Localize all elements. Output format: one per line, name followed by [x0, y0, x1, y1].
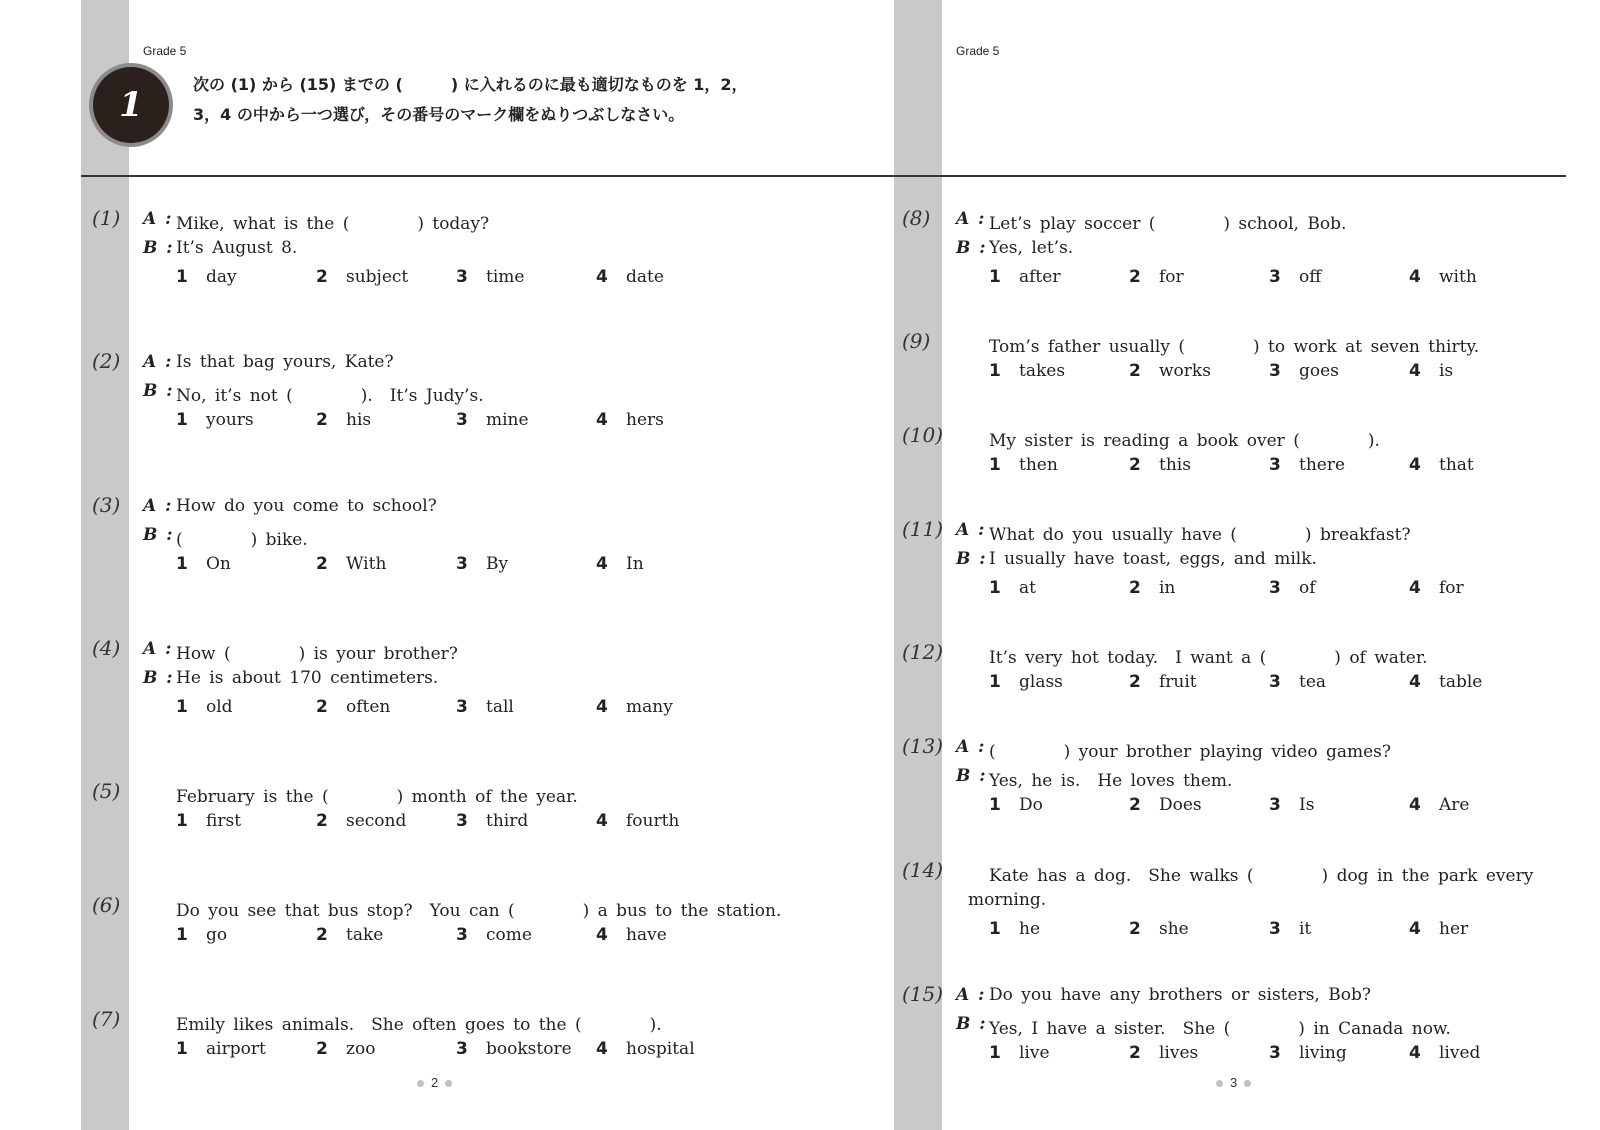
right-grade-label: Grade 5 [956, 44, 1000, 58]
speaker-label: B : [143, 668, 173, 688]
question-text: Kate has a dog. She walks ( ) dog in the park every [989, 866, 1534, 886]
answer-choice[interactable] [1129, 795, 1202, 815]
answer-choice[interactable] [316, 697, 390, 717]
choice-number: 4 [1409, 919, 1421, 939]
instruction-line: 3，4 の中から一つ選び，その番号のマーク欄をぬりつぶしなさい。 [193, 105, 685, 124]
instruction-line: 次の (1) から (15) までの ( ) に入れるのに最も適切なものを 1，2， [193, 75, 748, 94]
question-number: (4) [92, 636, 121, 660]
answer-choice[interactable] [1269, 919, 1311, 939]
choice-text: Are [1439, 795, 1470, 815]
choice-number: 4 [596, 697, 608, 717]
choice-text: then [1019, 455, 1058, 475]
question-text: Emily likes animals. She often goes to the ( ). [176, 1015, 662, 1035]
choice-text: time [486, 267, 525, 287]
question-text: ( ) bike. [176, 530, 308, 550]
answer-choice[interactable] [176, 267, 237, 287]
choice-number: 4 [1409, 795, 1421, 815]
choice-text: off [1299, 267, 1322, 287]
choice-text: often [346, 697, 391, 717]
choice-number: 1 [989, 795, 1001, 815]
choice-text: after [1019, 267, 1061, 287]
question-number: (14) [902, 858, 944, 882]
question-number: (6) [92, 893, 121, 917]
choice-number: 1 [989, 267, 1001, 287]
choice-text: is [1439, 361, 1454, 381]
choice-number: 1 [176, 267, 188, 287]
answer-choice[interactable] [1269, 455, 1345, 475]
answer-choice[interactable] [1269, 578, 1316, 598]
speaker-label: B : [956, 1014, 986, 1034]
right-page-number [1209, 1075, 1258, 1090]
answer-choice[interactable] [596, 925, 667, 945]
answer-choice[interactable] [989, 267, 1060, 287]
choice-text: day [206, 267, 237, 287]
choice-text: first [206, 811, 242, 831]
question-text: What do you usually have ( ) breakfast? [989, 525, 1411, 545]
answer-choice[interactable] [316, 554, 386, 574]
choice-text: she [1159, 919, 1189, 939]
choice-number: 2 [1129, 578, 1141, 598]
answer-choice[interactable] [1129, 919, 1189, 939]
question-text: Tom’s father usually ( ) to work at seven thirty. [989, 337, 1480, 357]
choice-number: 4 [1409, 455, 1421, 475]
choice-text: glass [1019, 672, 1063, 692]
choice-text: there [1299, 455, 1346, 475]
question-text: Yes, I have a sister. She ( ) in Canada now. [989, 1019, 1451, 1039]
choice-number: 1 [989, 455, 1001, 475]
choice-text: lived [1439, 1043, 1481, 1063]
choice-number: 3 [1269, 578, 1281, 598]
choice-text: zoo [346, 1039, 376, 1059]
answer-choice[interactable] [316, 267, 408, 287]
answer-choice[interactable] [1269, 672, 1326, 692]
question-number: (12) [902, 640, 944, 664]
choice-number: 4 [1409, 267, 1421, 287]
page-number-text: 3 [1230, 1075, 1238, 1090]
question-number: (3) [92, 493, 121, 517]
choice-number: 2 [1129, 919, 1141, 939]
question-number: (9) [902, 329, 931, 353]
choice-number: 1 [176, 811, 188, 831]
answer-choice[interactable] [1129, 578, 1175, 598]
left-margin-strip [81, 0, 129, 1130]
choice-text: fourth [626, 811, 680, 831]
question-number: (5) [92, 779, 121, 803]
speaker-label: A : [956, 985, 985, 1005]
choice-number: 3 [456, 554, 468, 574]
question-number: (2) [92, 349, 121, 373]
speaker-label: A : [143, 639, 172, 659]
question-text: Mike, what is the ( ) today? [176, 214, 490, 234]
left-page-number [410, 1075, 459, 1090]
answer-choice[interactable] [989, 455, 1058, 475]
answer-choice[interactable] [1129, 267, 1184, 287]
choice-number: 3 [1269, 455, 1281, 475]
choice-text: In [626, 554, 644, 574]
choice-number: 4 [1409, 361, 1421, 381]
choice-text: third [486, 811, 529, 831]
choice-text: airport [206, 1039, 266, 1059]
question-text: morning. [968, 890, 1047, 910]
instructions [193, 70, 753, 130]
choice-text: works [1159, 361, 1211, 381]
choice-text: for [1439, 578, 1464, 598]
answer-choice[interactable] [1129, 672, 1197, 692]
choice-number: 2 [1129, 267, 1141, 287]
choice-text: come [486, 925, 532, 945]
answer-choice[interactable] [989, 919, 1040, 939]
choice-text: table [1439, 672, 1483, 692]
choice-number: 4 [1409, 578, 1421, 598]
choice-number: 3 [456, 410, 468, 430]
choice-text: with [1439, 267, 1477, 287]
choice-number: 2 [316, 554, 328, 574]
left-grade-label: Grade 5 [143, 44, 187, 58]
answer-choice[interactable] [1409, 361, 1453, 381]
answer-choice[interactable] [1409, 795, 1469, 815]
choice-number: 4 [596, 1039, 608, 1059]
answer-choice[interactable] [316, 410, 371, 430]
choice-number: 2 [316, 1039, 328, 1059]
question-number: (8) [902, 206, 931, 230]
choice-number: 4 [1409, 1043, 1421, 1063]
choice-text: he [1019, 919, 1041, 939]
choice-number: 2 [316, 811, 328, 831]
choice-number: 1 [989, 578, 1001, 598]
choice-text: old [206, 697, 233, 717]
speaker-label: A : [956, 209, 985, 229]
answer-choice[interactable] [1409, 578, 1464, 598]
choice-text: have [626, 925, 667, 945]
answer-choice[interactable] [989, 672, 1063, 692]
choice-number: 2 [316, 925, 328, 945]
choice-text: for [1159, 267, 1184, 287]
choice-number: 2 [1129, 1043, 1141, 1063]
answer-choice[interactable] [316, 1039, 375, 1059]
question-text: ( ) your brother playing video games? [989, 742, 1391, 762]
right-margin-strip [894, 0, 942, 1130]
choice-number: 1 [989, 361, 1001, 381]
section-number: 1 [119, 85, 143, 125]
answer-choice[interactable] [1129, 1043, 1198, 1063]
answer-choice[interactable] [456, 410, 529, 430]
question-number: (7) [92, 1007, 121, 1031]
answer-choice[interactable] [176, 811, 241, 831]
question-text: Let’s play soccer ( ) school, Bob. [989, 214, 1347, 234]
choice-number: 3 [1269, 919, 1281, 939]
choice-number: 3 [456, 925, 468, 945]
answer-choice[interactable] [1269, 1043, 1347, 1063]
page-dot [417, 1080, 424, 1087]
choice-number: 3 [1269, 267, 1281, 287]
choice-number: 3 [456, 811, 468, 831]
answer-choice[interactable] [1269, 267, 1321, 287]
answer-choice[interactable] [456, 697, 514, 717]
answer-choice[interactable] [596, 1039, 695, 1059]
choice-text: this [1159, 455, 1191, 475]
choice-text: go [206, 925, 228, 945]
speaker-label: B : [143, 525, 173, 545]
answer-choice[interactable] [1409, 672, 1482, 692]
choice-text: Do [1019, 795, 1043, 815]
answer-choice[interactable] [596, 697, 673, 717]
choice-number: 1 [176, 554, 188, 574]
choice-text: hers [626, 410, 664, 430]
choice-number: 2 [316, 697, 328, 717]
choice-text: fruit [1159, 672, 1197, 692]
answer-choice[interactable] [1129, 455, 1191, 475]
answer-choice[interactable] [1269, 795, 1314, 815]
answer-choice[interactable] [456, 554, 508, 574]
choice-number: 1 [176, 697, 188, 717]
question-text: Yes, let’s. [989, 238, 1074, 258]
answer-choice[interactable] [989, 795, 1043, 815]
answer-choice[interactable] [1129, 361, 1211, 381]
header-divider [81, 175, 1566, 177]
choice-text: of [1299, 578, 1316, 598]
choice-text: On [206, 554, 231, 574]
speaker-label: B : [143, 381, 173, 401]
choice-text: mine [486, 410, 529, 430]
choice-number: 4 [596, 410, 608, 430]
answer-choice[interactable] [456, 1039, 572, 1059]
choice-number: 2 [316, 410, 328, 430]
choice-number: 3 [456, 697, 468, 717]
choice-text: his [346, 410, 372, 430]
page-dot [1216, 1080, 1223, 1087]
speaker-label: A : [956, 737, 985, 757]
speaker-label: B : [956, 238, 986, 258]
answer-choice[interactable] [596, 554, 644, 574]
choice-number: 1 [176, 925, 188, 945]
speaker-label: B : [956, 766, 986, 786]
question-text: How ( ) is your brother? [176, 644, 458, 664]
question-number: (15) [902, 982, 944, 1006]
choice-text: goes [1299, 361, 1339, 381]
question-text: How do you come to school? [176, 496, 437, 516]
question-number: (1) [92, 206, 121, 230]
page-number-text: 2 [431, 1075, 439, 1090]
speaker-label: A : [143, 209, 172, 229]
choice-number: 3 [456, 267, 468, 287]
answer-choice[interactable] [456, 811, 528, 831]
answer-choice[interactable] [316, 811, 406, 831]
choice-number: 2 [1129, 795, 1141, 815]
speaker-label: B : [956, 549, 986, 569]
choice-number: 4 [596, 925, 608, 945]
answer-choice[interactable] [176, 410, 254, 430]
choice-text: bookstore [486, 1039, 572, 1059]
choice-number: 4 [596, 267, 608, 287]
choice-number: 2 [1129, 672, 1141, 692]
answer-choice[interactable] [456, 925, 532, 945]
question-text: He is about 170 centimeters. [176, 668, 439, 688]
choice-number: 3 [1269, 1043, 1281, 1063]
question-text: It’s very hot today. I want a ( ) of water. [989, 648, 1428, 668]
choice-number: 1 [989, 672, 1001, 692]
answer-choice[interactable] [1269, 361, 1339, 381]
choice-number: 3 [1269, 795, 1281, 815]
question-text: February is the ( ) month of the year. [176, 787, 578, 807]
question-text: Do you have any brothers or sisters, Bob? [989, 985, 1371, 1005]
choice-text: in [1159, 578, 1176, 598]
speaker-label: A : [143, 496, 172, 516]
choice-text: tall [486, 697, 514, 717]
answer-choice[interactable] [989, 578, 1036, 598]
answer-choice[interactable] [316, 925, 383, 945]
page-dot [445, 1080, 452, 1087]
choice-number: 3 [1269, 361, 1281, 381]
answer-choice[interactable] [1409, 267, 1477, 287]
choice-number: 2 [1129, 455, 1141, 475]
answer-choice[interactable] [176, 1039, 266, 1059]
choice-text: takes [1019, 361, 1066, 381]
section-number-badge [93, 67, 169, 143]
choice-text: second [346, 811, 407, 831]
choice-number: 4 [596, 811, 608, 831]
answer-choice[interactable] [596, 410, 664, 430]
question-text: My sister is reading a book over ( ). [989, 431, 1380, 451]
choice-text: Is [1299, 795, 1315, 815]
question-text: Is that bag yours, Kate? [176, 352, 394, 372]
answer-choice[interactable] [176, 697, 233, 717]
question-text: I usually have toast, eggs, and milk. [989, 549, 1317, 569]
answer-choice[interactable] [989, 361, 1065, 381]
answer-choice[interactable] [176, 554, 231, 574]
choice-text: living [1299, 1043, 1347, 1063]
choice-text: at [1019, 578, 1036, 598]
answer-choice[interactable] [1409, 1043, 1480, 1063]
choice-text: subject [346, 267, 409, 287]
choice-number: 4 [1409, 672, 1421, 692]
speaker-label: A : [143, 352, 172, 372]
choice-text: date [626, 267, 664, 287]
choice-text: it [1299, 919, 1312, 939]
choice-number: 1 [176, 1039, 188, 1059]
speaker-label: A : [956, 520, 985, 540]
choice-number: 3 [1269, 672, 1281, 692]
question-text: No, it’s not ( ). It’s Judy’s. [176, 386, 484, 406]
speaker-label: B : [143, 238, 173, 258]
answer-choice[interactable] [596, 267, 664, 287]
choice-text: By [486, 554, 509, 574]
answer-choice[interactable] [176, 925, 227, 945]
choice-number: 1 [176, 410, 188, 430]
choice-number: 3 [456, 1039, 468, 1059]
choice-number: 4 [596, 554, 608, 574]
question-text: Do you see that bus stop? You can ( ) a bus to the station. [176, 901, 782, 921]
page-dot [1244, 1080, 1251, 1087]
choice-text: that [1439, 455, 1474, 475]
answer-choice[interactable] [596, 811, 679, 831]
question-number: (11) [902, 517, 944, 541]
question-text: It’s August 8. [176, 238, 298, 258]
choice-text: Does [1159, 795, 1202, 815]
question-number: (10) [902, 423, 944, 447]
answer-choice[interactable] [1409, 919, 1468, 939]
choice-text: With [346, 554, 387, 574]
answer-choice[interactable] [456, 267, 524, 287]
choice-number: 2 [316, 267, 328, 287]
choice-text: hospital [626, 1039, 695, 1059]
choice-text: her [1439, 919, 1469, 939]
question-text: Yes, he is. He loves them. [989, 771, 1233, 791]
choice-text: live [1019, 1043, 1050, 1063]
answer-choice[interactable] [989, 1043, 1050, 1063]
choice-number: 1 [989, 1043, 1001, 1063]
question-number: (13) [902, 734, 944, 758]
choice-text: many [626, 697, 673, 717]
choice-number: 1 [989, 919, 1001, 939]
answer-choice[interactable] [1409, 455, 1474, 475]
choice-text: tea [1299, 672, 1327, 692]
choice-number: 2 [1129, 361, 1141, 381]
choice-text: take [346, 925, 384, 945]
choice-text: lives [1159, 1043, 1199, 1063]
choice-text: yours [206, 410, 254, 430]
